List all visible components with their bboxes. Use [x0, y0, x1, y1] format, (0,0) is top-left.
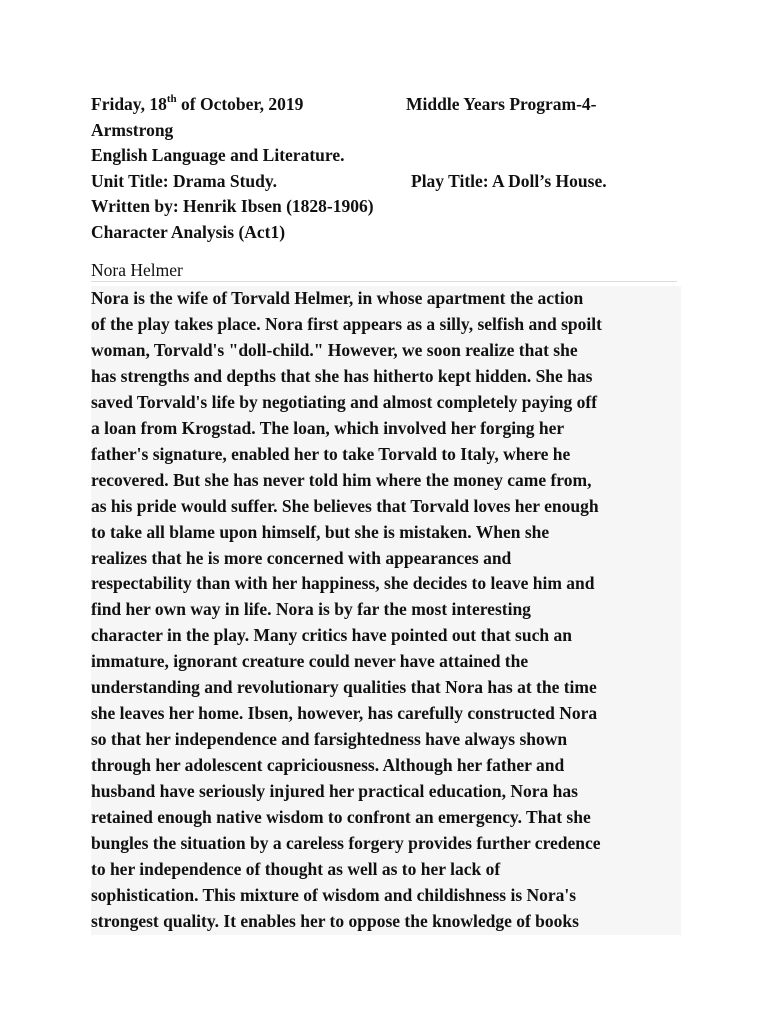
body-line: find her own way in life. Nora is by far the most interesting	[91, 599, 531, 620]
author-line: Written by: Henrik Ibsen (1828-1906)	[91, 196, 374, 217]
body-line: sophistication. This mixture of wisdom and childishness is Nora's	[91, 884, 577, 905]
header-line-date	[91, 92, 691, 118]
body-line: husband have seriously injured her practical education, Nora has	[91, 781, 578, 802]
date-text: Friday, 18th of October, 2019	[91, 93, 304, 114]
body-line: realizes that he is more concerned with appearances and	[91, 547, 512, 568]
body-line: strongest quality. It enables her to oppose the knowledge of books	[91, 910, 579, 931]
section-title: Nora Helmer	[91, 260, 183, 280]
analysis-line: Character Analysis (Act1)	[91, 221, 286, 242]
section-divider	[91, 281, 677, 282]
play-title: Play Title: A Doll’s House.	[411, 170, 607, 191]
body-line: retained enough native wisdom to confront an emergency. That she	[91, 807, 591, 828]
body-line: Nora is the wife of Torvald Helmer, in whose apartment the action	[91, 288, 584, 308]
body-line: bungles the situation by a careless forgery provides further credence	[91, 833, 601, 854]
body-line: through her adolescent capriciousness. Although her father and	[91, 755, 565, 776]
body-line: to take all blame upon himself, but she is mistaken. When she	[91, 521, 550, 542]
body-line: recovered. But she has never told him where the money came from,	[91, 469, 592, 490]
program-text: Middle Years Program-4-	[406, 94, 597, 114]
body-line: of the play takes place. Nora first appears as a silly, selfish and spoilt	[91, 313, 602, 334]
header-line-titles	[91, 169, 691, 195]
body-line: so that her independence and farsightedness have always shown	[91, 729, 568, 750]
document-header	[91, 92, 691, 246]
body-line: as his pride would suffer. She believes that Torvald loves her enough	[91, 495, 599, 516]
body-line: a loan from Krogstad. The loan, which involved her forging her	[91, 417, 565, 438]
body-line: she leaves her home. Ibsen, however, has carefully constructed Nora	[91, 703, 598, 724]
body-line: woman, Torvald's "doll-child." However, we soon realize that she	[91, 339, 578, 360]
body-line: understanding and revolutionary qualities that Nora has at the time	[91, 677, 597, 698]
body-line: character in the play. Many critics have pointed out that such an	[91, 625, 572, 646]
body-line: to her independence of thought as well as to her lack of	[91, 858, 501, 879]
body-line: immature, ignorant creature could never have attained the	[91, 651, 529, 672]
unit-title: Unit Title: Drama Study.	[91, 170, 278, 191]
body-line: father's signature, enabled her to take Torvald to Italy, where he	[91, 443, 571, 464]
body-line: respectability than with her happiness, she decides to leave him and	[91, 573, 595, 594]
body-paragraph	[91, 286, 681, 935]
program-continuation: Armstrong	[91, 119, 174, 140]
body-line: saved Torvald's life by negotiating and almost completely paying off	[91, 391, 598, 412]
body-line: has strengths and depths that she has hitherto kept hidden. She has	[91, 365, 593, 386]
subject-line: English Language and Literature.	[91, 145, 345, 166]
